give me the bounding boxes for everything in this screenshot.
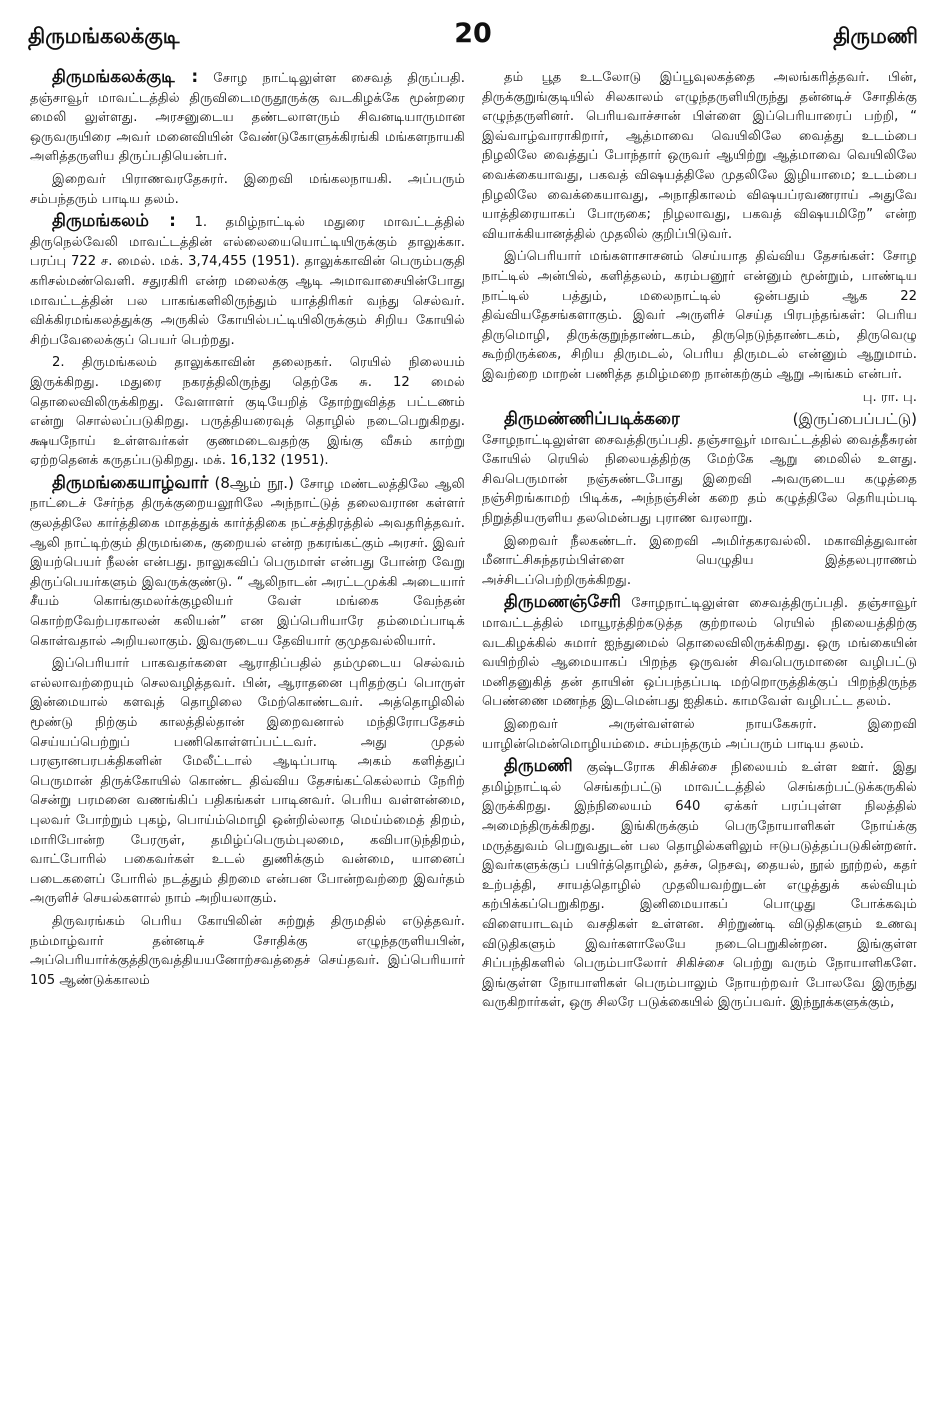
encyclopedia-entry: [482, 410, 917, 529]
entry-text: சோழநாட்டிலுள்ள சைவத்திருப்பதி. தஞ்சாவூர் மாவட்டத்தில் மாயூரத்திற்கடுத்த குற்றாலம் ரெயில் நிலையத்திற்கு வடகிழக்கில் சுமார் ஐந்துமைல் தொலைவிலிருக்கிறது. ஒரு மங்கையின் வயிற்றில் ஆமையாகப் பிறந்த ஒருவன் சிவபெருமானை வழிபட்டு மனிதனுகித் தன் தாயின் ஒப்பந்தப்படி மற்றொருத்திக்குப் பிறந்திருந்த பெண்ணை மணந்த இடமென்பது ஐதிகம். காமவேள் வழிபட்ட தலம்.: [482, 596, 917, 710]
entry-headword: திருமணஞ்சேரி: [504, 592, 621, 613]
running-head-right: திருமணி: [833, 24, 918, 48]
entry-headword-note: (இருப்பைப்பட்டு): [792, 410, 917, 429]
paragraph: இப்பெரியார் மங்களாசாசனம் செய்யாத திவ்விய தேசங்கள்: சோழ நாட்டில் அன்பில், களித்தலம், கரம்பனூர் என்னும் மூன்றும், பாண்டிய நாட்டில் பத்தும், மலைநாட்டில் ஒன்பதும் ஆக 22 திவ்வியதேசங்களாகும். இவர் அருளிச் செய்த பிரபந்தங்கள்: பெரிய திருமொழி, திருக்குறுந்தாண்டகம், திருநெடுந்தாண்டகம், திருவெழு கூற்றிருக்கை, சிறிய திருமடல், பெரிய திருமடல் என்னும் ஆறுமாம். இவற்றை மாறன் பணித்த தமிழ்மறை நான்கற்கும் ஆறு அங்கம் என்பர்.: [482, 249, 917, 382]
entry-headword-note: (8ஆம் நூ.): [214, 473, 294, 492]
paragraph: இப்பெரியார் பாகவதர்களை ஆராதிப்பதில் தம்முடைய செல்வம் எல்லாவற்றையும் செலவழித்தவர். பின், ஆராதனை புரிதற்குப் பொருள் இன்மையால் களவுத் தொழிலை மேற்கொண்டவர். அத்தொழிலில் மூண்டு நிற்கும் காலத்தில்தான் இறைவனால் மந்திரோபதேசம் செய்யப்பெற்றுப் பணிகொள்ளப்பட்டவர். அது முதல் பரஞானபரபக்திகளின் மேலீட்டால் ஆடிப்பாடி அகம் களித்துப் பெருமான் திருக்கோயில் கொண்ட திவ்விய தேசங்கட்கெல்லாம் நேரிற் சென்று பரமனை வணங்கிப் பதிகங்கள் பாடினவர். பெரிய வள்ளன்மை, புலவர் போற்றும் புகழ், பொய்ம்மொழி ஒன்றில்லாத மெய்ம்மைத் திறம், மாரிபோன்ற பேரருள், தமிழ்ப்பெரும்புலமை, கவிபாடுந்திறம், வாட்போரில் பகைவர்கள் உடல் துணிக்கும் வன்மை, யானைப் படைகளைப் போரில் நடத்தும் திறமை என்பன போன்றவற்றை இவர்தம் அருளிச் செயல்களால் நாம் அறியலாகும்.: [30, 656, 465, 907]
entry-headword: திருமணி: [504, 756, 573, 777]
entry-headword: திருமங்கலக்குடி :: [52, 67, 199, 87]
page-number: 20: [454, 18, 492, 49]
encyclopedia-entry: [482, 593, 917, 712]
page-header: [28, 18, 918, 58]
entry-text: சோழநாட்டிலுள்ள சைவத்திருப்பதி. தஞ்சாவூர் மாவட்டத்தில் வைத்தீசுரன் கோயில் ரெயில் நிலையத்திற்கு மேற்கே ஆறு மைலில் உளது. சிவபெருமான் நஞ்சுண்டபோது இறைவி அவருடைய கழுத்தை நஞ்சிறங்காமற் பிடிக்க, அந்நஞ்சின் கறை தம் கழுத்திலே தெரியும்படி நிறுத்தியருளிய தலமென்பது புராண வரலாறு.: [482, 432, 917, 527]
encyclopedia-entry: [30, 474, 465, 651]
encyclopedia-entry: [30, 212, 465, 350]
right-column: [482, 68, 917, 1016]
entry-headword: திருமங்கையாழ்வார்: [52, 472, 209, 493]
continued-paragraph: தம் பூத உடலோடு இப்பூவுலகத்தை அலங்கரித்தவர். பின், திருக்குறுங்குடியில் சிலகாலம் எழுந்தருளியிருந்து தன்னடிச் சோதிக்கு எழுந்தருளினர். பெரியவாச்சான் பிள்ளை இப்பெரியாரைப் பற்றி, “ இவ்வாழ்வாராகிறார், ஆத்மாவை வெயிலிலே வைத்து உடம்பை நிழலிலே வைத்துப் போந்தார் ஒருவர் ஆயிற்று ஆத்மாவை வெயிலிலே வைக்கையாவது, பகவத் விஷயத்திலே முதலிலே இழியாமை; உடம்பை நிழலிலே வைக்கையாவது, அநாதிகாலம் விஷயப்ரவணராய் அதுவே யாத்திரையாகப் போருகை; நிழலாவது, பகவத் விஷயமிறே” என்ற வியாக்கியானத்தில் முதலில் குறிப்பிடுவர்.: [482, 70, 917, 242]
paragraph: 2. திருமங்கலம் தாலுக்காவின் தலைநகர். ரெயில் நிலையம் இருக்கிறது. மதுரை நகரத்திலிருந்து தெற்கே சு. 12 மைல் தொலைவிலிருக்கிறது. வேளாளர் குடியேறித் தோற்றுவித்த பட்டணம் என்று சொல்லப்படுகிறது. பருத்தியரைவுத் தொழில் நடைபெறுகிறது. க்ஷயநோய் உள்ளவர்கள் குணமடைவதற்கு இங்கு வீசும் காற்று ஏற்றதெனக் கருதப்படுகிறது. மக். 16,132 (1951).: [30, 355, 465, 469]
entry-text: சோழ நாட்டிலுள்ள சைவத் திருப்பதி. தஞ்சாவூர் மாவட்டத்தில் திருவிடைமருதூருக்கு வடகிழக்கே மூன்றரை மைலி லுள்ளது. அரசனுடைய தண்டலாளரும் சிவனடியாருமான ஒருவருயிரை அவர் மனைவியின் வேண்டுகோளுக்கிரங்கி மங்களநாயகி அளித்தருளிய திருப்பதியென்பர்.: [30, 71, 465, 165]
paragraph: இறைவர் பிராணவரதேசுரர். இறைவி மங்கலநாயகி. அப்பரும் சம்பந்தரும் பாடிய தலம்.: [30, 171, 465, 207]
encyclopedia-entry: [482, 757, 917, 1013]
paragraph: இறைவர் நீலகண்டர். இறைவி அமிர்தகரவல்லி. மகாவித்துவான் மீனாட்சிசுந்தரம்பிள்ளை யெழுதிய இத்தலபுராணம் அச்சிடப்பெற்றிருக்கிறது.: [482, 533, 917, 588]
entry-text: குஷ்டரோக சிகிச்சை நிலையம் உள்ள ஊர். இது தமிழ்நாட்டில் செங்கற்பட்டு மாவட்டத்தில் செங்கற்பட்டுக்கருகில் இருக்கிறது. இந்நிலையம் 640 ஏக்கர் பரப்புள்ள நிலத்தில் அமைந்திருக்கிறது. இங்கிருக்கும் பெருநோயாளிகள் நோய்க்கு மருத்துவம் பெறுவதுடன் பல தொழில்களிலும் ஈடுபடுத்தப்படுகின்றனர். இவர்களுக்குப் பயிர்த்தொழில், தச்சு, நெசவு, தையல், நூல் நூற்றல், கதர் உற்பத்தி, சாயத்தொழில் முதலியவற்றுடன் எழுத்துக் கல்வியும் கற்பிக்கப்பெறுகிறது. இனிமையாகப் பொழுது போக்கவும் விளையாடவும் வசதிகள் உள்ளன. சிற்றுண்டி விடுதிகளும் உணவு விடுதிகளும் இவர்களாலேயே நடைபெறுகின்றன. இங்குள்ள சிப்பந்திகளில் பெரும்பாலோர் சிகிச்சை பெற்று வரும் நோயாளிகளே. இங்குள்ள நோயாளிகள் பெரும்பாலும் நோயற்றவர் போலவே இருந்து வருகிறார்கள், ஒரு சிலரே படுக்கையில் இருப்பவர். இந்நூக்களுக்கும்,: [482, 760, 917, 1011]
paragraph: இறைவர் அருள்வள்ளல் நாயகேசுரர். இறைவி யாழின்மென்மொழியம்மை. சம்பந்தரும் அப்பரும் பாடிய தலம்.: [482, 717, 917, 752]
entry-text: சோழ மண்டலத்திலே ஆலி நாட்டைச் சேர்ந்த திருக்குறையலூரிலே அந்நாட்டுத் தலைவரான கள்ளர் குலத்திலே கார்த்திகை மாதத்துக் கார்த்திகை நட்சத்திரத்தில் அவதரித்தவர். ஆலி நாட்டிற்கும் திருமங்கை, குறையல் என்ற நகரங்கட்கும் அரசர். இவர் இயற்பெயர் நீலன் என்பது. நாலுகவிப் பெருமாள் என்பது போன்ற வேறு திருப்பெயர்களும் இவருக்குண்டு. “ ஆலிநாடன் அரட்டமுக்கி அடையார் சீயம் கொங்குமலர்க்குழலியர் வேள் மங்கை வேந்தன் கொற்றவேற்பரகாலன் கலியன்” என இப்பெரியாரே தம்மைப்பாடிக் கொள்வதால் அறியலாகும். இவருடைய தேவியார் குமுதவல்லியார்.: [30, 476, 465, 649]
author-initials: பு. ரா. பு.: [862, 389, 917, 405]
entry-headword: திருமங்கலம் :: [52, 211, 176, 232]
entry-headword: திருமண்ணிப்படிக்கரை: [504, 409, 680, 430]
left-column: [30, 68, 465, 993]
running-head-left: திருமங்கலக்குடி: [28, 24, 180, 48]
paragraph: திருவரங்கம் பெரிய கோயிலின் சுற்றுத் திருமதில் எடுத்தவர். நம்மாழ்வார் தன்னடிச் சோதிக்கு எழுந்தருளியபின், அப்பெரியார்க்குத்திருவத்தியயனோற்சவத்தைச் செய்தவர். இப்பெரியார் 105 ஆண்டுக்காலம்: [30, 913, 465, 988]
encyclopedia-entry: [30, 68, 465, 167]
entry-text: 1. தமிழ்நாட்டில் மதுரை மாவட்டத்தில் திருநெல்வேலி மாவட்டத்தின் எல்லையையொட்டியிருக்கும் தாலுக்கா. பரப்பு 722 ச. மைல். மக். 3,74,455 (1951). தாலுக்காவின் பெரும்பகுதி கரிசல்மண்வெளி. சதுரகிரி என்ற மலைக்கு ஆடி அமாவாசையின்போது மாவட்டத்தின் பல பாகங்களிலிருந்தும் யாத்திரிகர் வந்து செல்வர். விக்கிரமங்கலத்துக்கு அருகில் கோயில்பட்டியிலிருக்கும் சிறிய கோயில் சிற்பவேலைக்குப் பெயர் பெற்றது.: [30, 215, 465, 348]
